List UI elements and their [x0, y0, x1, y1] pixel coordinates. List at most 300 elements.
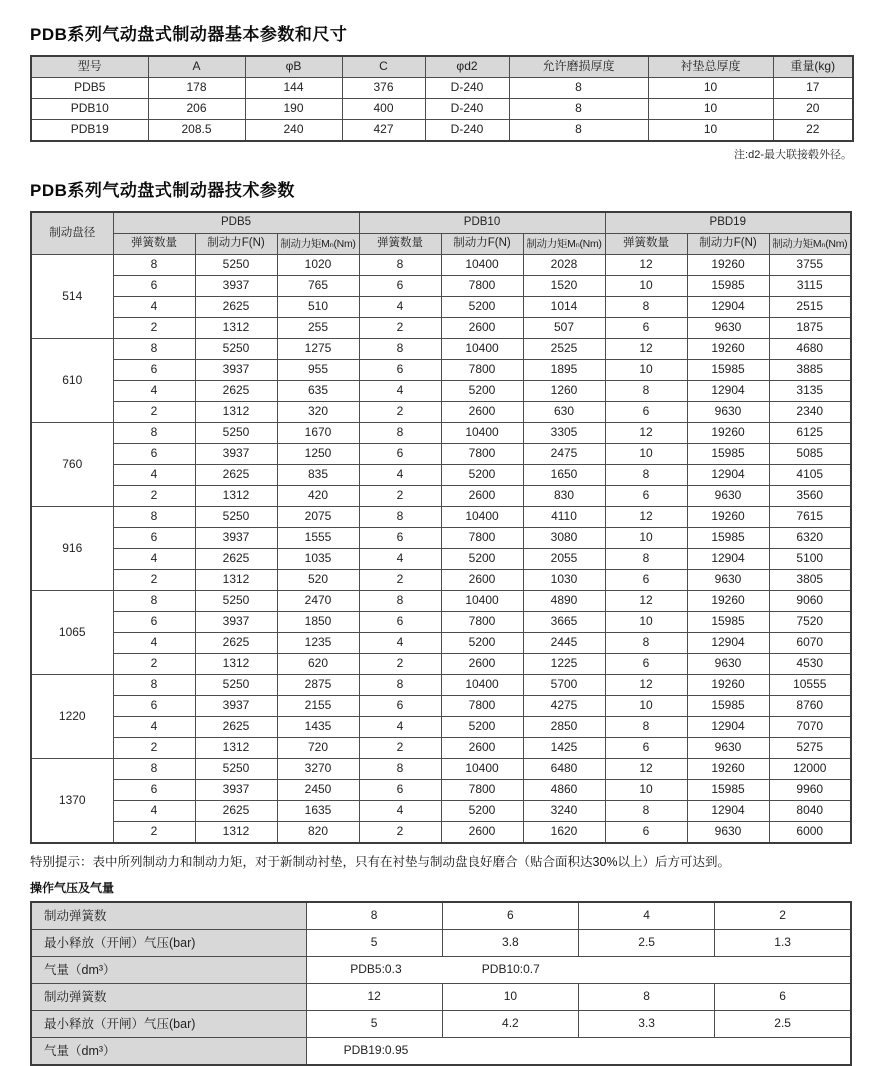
table-cell: 6000: [769, 822, 851, 844]
table-cell: 9060: [769, 591, 851, 612]
table-cell: 820: [277, 822, 359, 844]
table-cell: 1235: [277, 633, 359, 654]
table-cell: 7800: [441, 612, 523, 633]
table-cell: D-240: [425, 120, 509, 142]
table-cell: 6: [359, 696, 441, 717]
table-cell: 6: [113, 360, 195, 381]
table-row: [31, 423, 851, 444]
table-cell: 3115: [769, 276, 851, 297]
table-cell: 2625: [195, 633, 277, 654]
table-cell: D-240: [425, 78, 509, 99]
table-cell: 320: [277, 402, 359, 423]
table-cell: 12: [605, 507, 687, 528]
table-cell: 2625: [195, 297, 277, 318]
table-cell: 3937: [195, 360, 277, 381]
table-cell: 8: [359, 591, 441, 612]
table-cell: 5275: [769, 738, 851, 759]
section2-title: PDB系列气动盘式制动器技术参数: [30, 181, 295, 200]
table-cell: 1312: [195, 402, 277, 423]
merged-value: PDB19:0.95: [343, 1043, 409, 1058]
table-cell: 2: [113, 822, 195, 844]
table-cell: 3.8: [442, 930, 578, 957]
table-cell: 3937: [195, 276, 277, 297]
table-cell: 5250: [195, 255, 277, 276]
table-cell: 12904: [687, 717, 769, 738]
table-cell: 4860: [523, 780, 605, 801]
table-cell: 510: [277, 297, 359, 318]
table-cell: 2155: [277, 696, 359, 717]
table-cell: 9630: [687, 822, 769, 844]
table-cell: 8: [359, 507, 441, 528]
table-cell: 10: [605, 528, 687, 549]
table-cell: 4: [359, 465, 441, 486]
table-cell: 4530: [769, 654, 851, 675]
table-cell: 955: [277, 360, 359, 381]
table-cell: 7070: [769, 717, 851, 738]
disc-diameter-cell: 1220: [31, 675, 113, 759]
table-cell: 1875: [769, 318, 851, 339]
table-cell: 3560: [769, 486, 851, 507]
table-cell: 9630: [687, 486, 769, 507]
merged-value-cell: [306, 1038, 851, 1066]
basic-parameters-table: [30, 55, 854, 142]
table-cell: 2600: [441, 402, 523, 423]
column-header: 型号: [31, 56, 148, 78]
group-header: PDB10: [359, 212, 605, 234]
table-cell: 10: [648, 78, 773, 99]
table-cell: 4: [579, 902, 715, 930]
table-cell: 4.2: [442, 1011, 578, 1038]
table-cell: 8760: [769, 696, 851, 717]
table-cell: 12904: [687, 633, 769, 654]
table-cell: 12000: [769, 759, 851, 780]
table-row: [31, 444, 851, 465]
table-cell: 3665: [523, 612, 605, 633]
table-cell: 830: [523, 486, 605, 507]
table-cell: 6: [113, 444, 195, 465]
table-cell: 178: [148, 78, 245, 99]
row-label-cell: 最小释放（开闸）气压(bar): [31, 930, 306, 957]
table-cell: 2875: [277, 675, 359, 696]
table-header-row: [31, 56, 853, 78]
table-row: [31, 402, 851, 423]
table-cell: 6: [605, 402, 687, 423]
table-cell: 15985: [687, 444, 769, 465]
table-cell: 2: [113, 654, 195, 675]
table-cell: 1014: [523, 297, 605, 318]
table-cell: 1260: [523, 381, 605, 402]
table-cell: 4: [359, 297, 441, 318]
merged-value: PDB10:0.7: [481, 962, 540, 977]
table-cell: 12: [605, 591, 687, 612]
table-cell: 3937: [195, 444, 277, 465]
table-cell: 6: [113, 276, 195, 297]
table-cell: 10400: [441, 675, 523, 696]
table-cell: 22: [773, 120, 853, 142]
table-cell: 5250: [195, 759, 277, 780]
table-row: [31, 654, 851, 675]
table-cell: 6320: [769, 528, 851, 549]
table-cell: 10: [605, 612, 687, 633]
sub-header: 弹簧数量: [359, 234, 441, 255]
group-header: PDB5: [113, 212, 359, 234]
table-cell: 5700: [523, 675, 605, 696]
disc-diameter-cell: 514: [31, 255, 113, 339]
table-cell: 5250: [195, 339, 277, 360]
table-cell: 6070: [769, 633, 851, 654]
table-cell: 15985: [687, 276, 769, 297]
table-cell: 2: [359, 402, 441, 423]
table-cell: 1312: [195, 738, 277, 759]
disc-diameter-cell: 760: [31, 423, 113, 507]
table-cell: 8: [113, 339, 195, 360]
table-cell: 8: [113, 255, 195, 276]
table-cell: 9630: [687, 738, 769, 759]
table-cell: 8: [359, 675, 441, 696]
table-cell: 2.5: [579, 930, 715, 957]
table-cell: 2340: [769, 402, 851, 423]
merged-value: PDB5:0.3: [350, 962, 402, 977]
table-cell: 8: [113, 591, 195, 612]
table-row: [31, 930, 851, 957]
table-cell: 1435: [277, 717, 359, 738]
table-cell: 1250: [277, 444, 359, 465]
table-row: [31, 276, 851, 297]
table-cell: 10: [648, 120, 773, 142]
table-cell: 4: [113, 465, 195, 486]
table-cell: 10: [442, 984, 578, 1011]
table-cell: 5200: [441, 297, 523, 318]
sub-header: 制动力F(N): [441, 234, 523, 255]
disc-diameter-cell: 1370: [31, 759, 113, 844]
table-cell: 5200: [441, 381, 523, 402]
table-cell: 5200: [441, 633, 523, 654]
table-cell: 4: [359, 549, 441, 570]
table-row: [31, 675, 851, 696]
table-cell: 2625: [195, 465, 277, 486]
table-cell: 2: [359, 318, 441, 339]
disc-diameter-cell: 916: [31, 507, 113, 591]
table-cell: 190: [245, 99, 342, 120]
sub-header: 制动力矩Mₙ(Nm): [523, 234, 605, 255]
column-header: 重量(kg): [773, 56, 853, 78]
pressure-volume-table: [30, 901, 852, 1066]
table-cell: 5250: [195, 675, 277, 696]
table-cell: 635: [277, 381, 359, 402]
table-cell: 3805: [769, 570, 851, 591]
table-cell: 8040: [769, 801, 851, 822]
table-cell: 6: [113, 528, 195, 549]
sub-header: 制动力矩Mₙ(Nm): [769, 234, 851, 255]
table-cell: 2: [359, 822, 441, 844]
table-cell: 3305: [523, 423, 605, 444]
table-cell: 400: [342, 99, 425, 120]
table-cell: 8: [509, 78, 648, 99]
technical-parameters-table: [30, 211, 852, 844]
table-cell: 1520: [523, 276, 605, 297]
table-cell: 2515: [769, 297, 851, 318]
table-cell: 3.3: [579, 1011, 715, 1038]
table-cell: 4: [359, 381, 441, 402]
table-row: [31, 528, 851, 549]
table-row: [31, 465, 851, 486]
table-row: [31, 822, 851, 844]
table-cell: 9630: [687, 654, 769, 675]
table-cell: 3937: [195, 528, 277, 549]
row-label-cell: 最小释放（开闸）气压(bar): [31, 1011, 306, 1038]
table-cell: 1275: [277, 339, 359, 360]
table-cell: 4: [359, 633, 441, 654]
table-cell: 1635: [277, 801, 359, 822]
table-cell: 6125: [769, 423, 851, 444]
table-cell: 10555: [769, 675, 851, 696]
table-cell: 1035: [277, 549, 359, 570]
table-row: [31, 318, 851, 339]
table-cell: 9630: [687, 570, 769, 591]
table-cell: 2: [113, 318, 195, 339]
table-cell: 2: [113, 486, 195, 507]
table-cell: 2: [113, 570, 195, 591]
table-row: [31, 902, 851, 930]
table-cell: 2445: [523, 633, 605, 654]
table-cell: 2600: [441, 570, 523, 591]
column-header: 衬垫总厚度: [648, 56, 773, 78]
table-row: [31, 255, 851, 276]
table-cell: 8: [359, 339, 441, 360]
model-cell: PDB5: [31, 78, 148, 99]
table-cell: 19260: [687, 759, 769, 780]
table-cell: 2475: [523, 444, 605, 465]
table-cell: 6: [113, 696, 195, 717]
table-cell: 2525: [523, 339, 605, 360]
table-cell: 15985: [687, 612, 769, 633]
table-cell: 5250: [195, 591, 277, 612]
table-cell: 5200: [441, 549, 523, 570]
merged-values: [309, 1044, 849, 1058]
table-cell: 8: [605, 717, 687, 738]
table-row: [31, 99, 853, 120]
table-cell: 2: [113, 738, 195, 759]
sub-header: 弹簧数量: [113, 234, 195, 255]
table-cell: 240: [245, 120, 342, 142]
model-cell: PDB10: [31, 99, 148, 120]
table-cell: 8: [113, 759, 195, 780]
column-header: φB: [245, 56, 342, 78]
table-cell: 7800: [441, 360, 523, 381]
table-cell: 19260: [687, 423, 769, 444]
table-cell: 1670: [277, 423, 359, 444]
corner-header: 制动盘径: [31, 212, 113, 255]
table-row: [31, 1038, 851, 1066]
table-cell: 4: [113, 717, 195, 738]
table-cell: 2: [715, 902, 851, 930]
table-cell: 5200: [441, 465, 523, 486]
table-cell: 4: [113, 549, 195, 570]
table-cell: 3885: [769, 360, 851, 381]
table-cell: 8: [605, 297, 687, 318]
table-cell: 6: [359, 444, 441, 465]
table-cell: 1225: [523, 654, 605, 675]
table-cell: 6: [605, 318, 687, 339]
table-cell: 3755: [769, 255, 851, 276]
table-cell: 12: [605, 339, 687, 360]
sub-header: 制动力矩Mₙ(Nm): [277, 234, 359, 255]
table-cell: 15985: [687, 528, 769, 549]
table-cell: 10: [605, 780, 687, 801]
table-cell: 6: [113, 612, 195, 633]
table-cell: 2625: [195, 549, 277, 570]
merged-value-cell: [306, 957, 851, 984]
table-cell: 7800: [441, 696, 523, 717]
table-row: [31, 1011, 851, 1038]
table-cell: 7520: [769, 612, 851, 633]
table-cell: 507: [523, 318, 605, 339]
table-cell: 8: [113, 423, 195, 444]
table-cell: D-240: [425, 99, 509, 120]
table-cell: 8: [509, 99, 648, 120]
table-row: [31, 801, 851, 822]
table-cell: 6: [605, 486, 687, 507]
table-cell: 19260: [687, 255, 769, 276]
table-cell: 1312: [195, 654, 277, 675]
table-cell: 8: [579, 984, 715, 1011]
table-cell: 3937: [195, 780, 277, 801]
table-cell: 1555: [277, 528, 359, 549]
table-cell: 5: [306, 1011, 442, 1038]
table-row: [31, 381, 851, 402]
table-cell: 10400: [441, 759, 523, 780]
sub-header: 弹簧数量: [605, 234, 687, 255]
table-cell: 12: [306, 984, 442, 1011]
d2-note: 注:d2-最大联接毂外径。: [734, 149, 852, 161]
table-cell: 6: [359, 528, 441, 549]
disc-diameter-cell: 1065: [31, 591, 113, 675]
table-cell: 12: [605, 423, 687, 444]
table-cell: 4680: [769, 339, 851, 360]
table-cell: 8: [605, 801, 687, 822]
table-cell: 19260: [687, 675, 769, 696]
column-header: φd2: [425, 56, 509, 78]
table-cell: 12: [605, 759, 687, 780]
table-cell: 8: [605, 549, 687, 570]
table-cell: 6: [359, 360, 441, 381]
table-cell: 1030: [523, 570, 605, 591]
table-cell: 10400: [441, 339, 523, 360]
table-cell: 2: [113, 402, 195, 423]
table-cell: 376: [342, 78, 425, 99]
table-cell: 6: [605, 738, 687, 759]
table-cell: 420: [277, 486, 359, 507]
table-cell: 1620: [523, 822, 605, 844]
row-label-cell: 气量（dm³）: [31, 1038, 306, 1066]
merged-values: [309, 963, 849, 977]
table-cell: 3080: [523, 528, 605, 549]
table-cell: 6: [715, 984, 851, 1011]
table-cell: 10: [605, 696, 687, 717]
table-cell: 208.5: [148, 120, 245, 142]
table-cell: 10400: [441, 255, 523, 276]
section3-title: 操作气压及气量: [30, 881, 115, 895]
table-cell: 10400: [441, 507, 523, 528]
datasheet-page: [30, 20, 852, 1066]
table-cell: 12904: [687, 465, 769, 486]
table-cell: 2850: [523, 717, 605, 738]
table-cell: 6: [442, 902, 578, 930]
table-cell: 5250: [195, 507, 277, 528]
table-cell: 255: [277, 318, 359, 339]
table-cell: 1895: [523, 360, 605, 381]
table-cell: 9630: [687, 318, 769, 339]
group-header-row: [31, 212, 851, 234]
table-cell: 3937: [195, 612, 277, 633]
table-cell: 3240: [523, 801, 605, 822]
table-cell: 144: [245, 78, 342, 99]
table-cell: 5100: [769, 549, 851, 570]
table-cell: 10: [605, 276, 687, 297]
column-header: 允许磨损厚度: [509, 56, 648, 78]
table-cell: 6: [605, 654, 687, 675]
table-cell: 4: [359, 717, 441, 738]
row-label-cell: 制动弹簧数: [31, 902, 306, 930]
table-cell: 7615: [769, 507, 851, 528]
table-row: [31, 717, 851, 738]
table-cell: 6: [359, 276, 441, 297]
table-cell: 8: [359, 423, 441, 444]
table-cell: 1850: [277, 612, 359, 633]
table-cell: 2600: [441, 738, 523, 759]
table-cell: 2: [359, 738, 441, 759]
table-cell: 8: [605, 381, 687, 402]
table-row: [31, 780, 851, 801]
group-header: PBD19: [605, 212, 851, 234]
table-cell: 2055: [523, 549, 605, 570]
table-cell: 15985: [687, 360, 769, 381]
table-cell: 7800: [441, 276, 523, 297]
table-row: [31, 570, 851, 591]
table-cell: 1312: [195, 318, 277, 339]
table-row: [31, 486, 851, 507]
table-cell: 2: [359, 570, 441, 591]
table-row: [31, 738, 851, 759]
row-label-cell: 气量（dm³）: [31, 957, 306, 984]
table-cell: 1312: [195, 822, 277, 844]
table-cell: 630: [523, 402, 605, 423]
table-cell: 4275: [523, 696, 605, 717]
table-cell: 2600: [441, 822, 523, 844]
table-cell: 765: [277, 276, 359, 297]
table-cell: 10: [605, 444, 687, 465]
table-cell: 9960: [769, 780, 851, 801]
table-cell: 6: [359, 612, 441, 633]
table-cell: 4: [359, 801, 441, 822]
table-cell: 12904: [687, 549, 769, 570]
table-cell: 10: [605, 360, 687, 381]
table-cell: 15985: [687, 696, 769, 717]
table-cell: 6: [113, 780, 195, 801]
table-cell: 15985: [687, 780, 769, 801]
table-cell: 10400: [441, 591, 523, 612]
disc-diameter-cell: 610: [31, 339, 113, 423]
table-cell: 7800: [441, 444, 523, 465]
table-cell: 4: [113, 297, 195, 318]
table-cell: 520: [277, 570, 359, 591]
table-row: [31, 297, 851, 318]
table-row: [31, 612, 851, 633]
table-cell: 8: [605, 633, 687, 654]
table-row: [31, 759, 851, 780]
table-cell: 427: [342, 120, 425, 142]
table-cell: 4: [113, 801, 195, 822]
